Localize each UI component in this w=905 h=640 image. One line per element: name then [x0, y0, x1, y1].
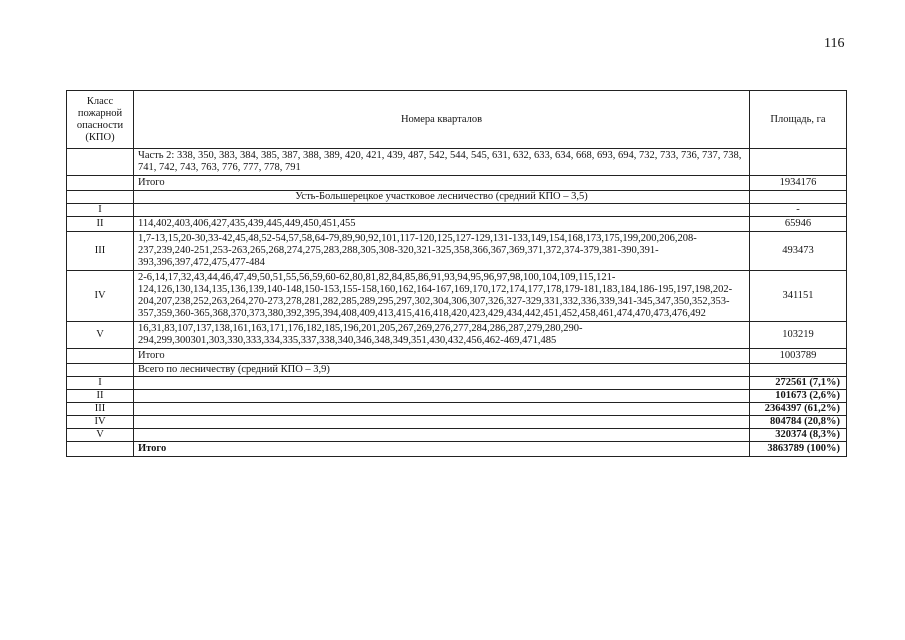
- summary-title: Всего по лесничеству (средний КПО – 3,9): [134, 364, 750, 377]
- quarters-cell: 16,31,83,107,137,138,161,163,171,176,182,185,196,201,205,267,269,276,277,284,286,287,279,280,290-294,299,300301,303,330,333,334,335,337,338,340,346,348,349,351,430,432,456,462-469,471,485: [134, 322, 750, 349]
- summary-row: [67, 416, 847, 429]
- class-cell: IV: [67, 271, 134, 322]
- table-row: [67, 349, 847, 364]
- summary-title-row: [67, 364, 847, 377]
- class-cell: III: [67, 403, 134, 416]
- summary-row: [67, 377, 847, 390]
- area-cell: 65946: [750, 217, 847, 232]
- summary-row: [67, 403, 847, 416]
- table-header-row: [67, 91, 847, 149]
- area-cell: 2364397 (61,2%): [750, 403, 847, 416]
- quarters-cell: 1,7-13,15,20-30,33-42,45,48,52-54,57,58,64-79,89,90,92,101,117-120,125,127-129,131-133,149,154,168,173,175,199,200,206,208-237,239,240-251,253-263,265,268,274,275,283,288,305,308-320,321-325,358,366,367,369,371,372,374-379,381-390,391-393,396,397,472,475,477-484: [134, 232, 750, 271]
- table-row: [67, 217, 847, 232]
- table-row: [67, 232, 847, 271]
- grand-total-label: Итого: [134, 442, 750, 457]
- page-number: 116: [824, 36, 845, 51]
- class-cell: I: [67, 377, 134, 390]
- grand-total-area: 3863789 (100%): [750, 442, 847, 457]
- area-cell: 272561 (7,1%): [750, 377, 847, 390]
- header-area: Площадь, га: [750, 91, 847, 149]
- table-row: [67, 204, 847, 217]
- area-cell: 103219: [750, 322, 847, 349]
- section-total-label: Итого: [134, 349, 750, 364]
- area-cell: 804784 (20,8%): [750, 416, 847, 429]
- quarters-cell: 114,402,403,406,427,435,439,445,449,450,451,455: [134, 217, 750, 232]
- header-quarters: Номера кварталов: [134, 91, 750, 149]
- prev-total-label: Итого: [134, 176, 750, 191]
- class-cell: II: [67, 390, 134, 403]
- area-cell: 493473: [750, 232, 847, 271]
- quarters-cell: [134, 204, 750, 217]
- section-title-row: [67, 191, 847, 204]
- area-cell: 341151: [750, 271, 847, 322]
- class-cell: V: [67, 429, 134, 442]
- table-row: [67, 271, 847, 322]
- area-cell: -: [750, 204, 847, 217]
- class-cell: I: [67, 204, 134, 217]
- table-row: [67, 176, 847, 191]
- summary-row: [67, 390, 847, 403]
- area-cell: 101673 (2,6%): [750, 390, 847, 403]
- prev-total-area: 1934176: [750, 176, 847, 191]
- summary-row: [67, 429, 847, 442]
- table-row: [67, 322, 847, 349]
- class-cell: III: [67, 232, 134, 271]
- fire-hazard-table: [66, 90, 847, 457]
- class-cell: IV: [67, 416, 134, 429]
- section-title: Усть-Большерецкое участковое лесничество (средний КПО – 3,5): [134, 191, 750, 204]
- class-cell: V: [67, 322, 134, 349]
- part2-quarters: Часть 2: 338, 350, 383, 384, 385, 387, 388, 389, 420, 421, 439, 487, 542, 544, 545, 631, 632, 633, 634, 668, 693, 694, 732, 733, 736, 737, 738, 741, 742, 743, 763, 776, 777, 778, 791: [134, 149, 750, 176]
- table-row: [67, 149, 847, 176]
- quarters-cell: 2-6,14,17,32,43,44,46,47,49,50,51,55,56,59,60-62,80,81,82,84,85,86,91,93,94,95,96,97,98,100,104,109,115,121-124,126,130,134,135,136,139,140-148,150-153,155-158,160,162,164-167,169,170,172,174,177,178,179-181,183,184,186-195,197,198,202-204,207,238,252,263,264,270-273,278,281,282,285,289,295,297,302,304,306,307,326,327-329,331,332,336,339,341-345,347,350,352,353-357,359,360-365,368,370,373,380,392,395,394,408,409,413,415,416,418,420,423,429,434,442,451,452,458,461,474,470,473,476,492: [134, 271, 750, 322]
- area-cell: 320374 (8,3%): [750, 429, 847, 442]
- class-cell: II: [67, 217, 134, 232]
- grand-total-row: [67, 442, 847, 457]
- header-class: Класс пожарной опасности (КПО): [67, 91, 134, 149]
- section-total-area: 1003789: [750, 349, 847, 364]
